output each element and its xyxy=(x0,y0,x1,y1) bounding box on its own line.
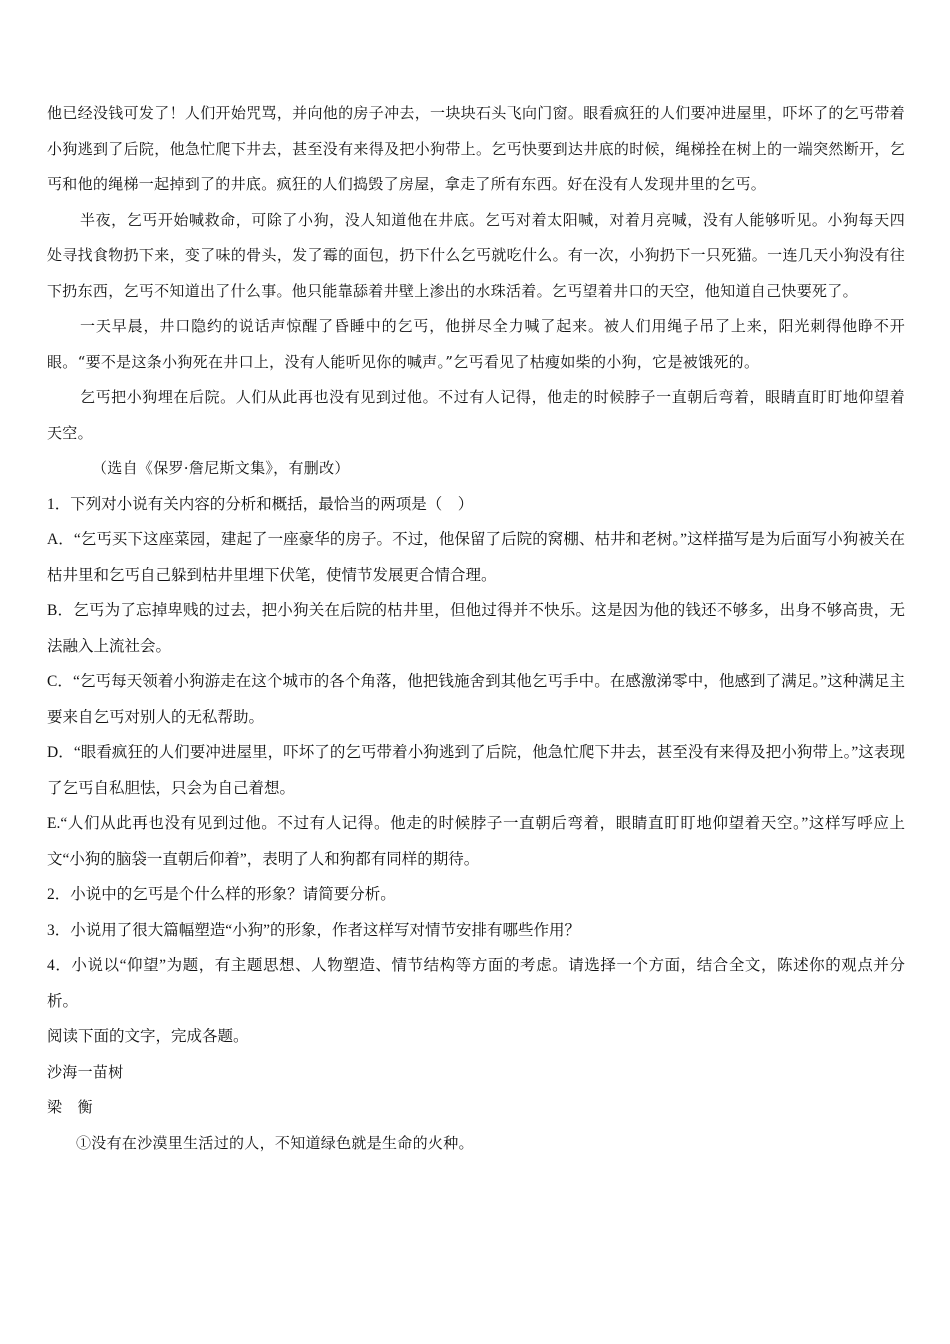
question-2: 2．小说中的乞丐是个什么样的形象？请简要分析。 xyxy=(47,886,396,903)
story-source: （选自《保罗·詹尼斯文集》，有删改） xyxy=(92,459,350,477)
question-1-option-a: A．“乞丐买下这座菜园，建起了一座豪华的房子。不过，他保留了后院的窝棚、枯井和老树。”这样描写是为后面写小狗被关在枯井里和乞丐自己躲到枯井里埋下伏笔，使情节发展更合情合理。 xyxy=(47,531,905,584)
article-title: 沙海一苗树 xyxy=(47,1062,124,1081)
story-paragraph: 一天早晨，井口隐约的说话声惊醒了昏睡中的乞丐，他拼尽全力喊了起来。被人们用绳子吊了上来，阳光刺得他睁不开眼。“要不是这条小狗死在井口上，没有人能听见你的喊声。”乞丐看见了枯瘦如柴的小狗，它是被饿死的。 xyxy=(47,317,905,371)
question-1: 1．下列对小说有关内容的分析和概括，最恰当的两项是（ ） xyxy=(47,495,474,513)
question-1-option-b: B．乞丐为了忘掉卑贱的过去，把小狗关在后院的枯井里，但他过得并不快乐。这是因为他的钱还不够多，出身不够高贵，无法融入上流社会。 xyxy=(47,602,905,655)
article-author: 梁 衡 xyxy=(47,1098,93,1116)
article-paragraph: ①没有在沙漠里生活过的人，不知道绿色就是生命的火种。 xyxy=(76,1133,474,1152)
reading-instruction: 阅读下面的文字，完成各题。 xyxy=(47,1028,249,1045)
question-1-option-e: E.“人们从此再也没有见到过他。不过有人记得。他走的时候脖子一直朝后弯着，眼睛直盯盯地仰望着天空。”这样写呼应上文“小狗的脑袋一直朝后仰着”，表明了人和狗都有同样的期待。 xyxy=(47,815,905,868)
question-1-option-d: D．“眼看疯狂的人们要冲进屋里，吓坏了的乞丐带着小狗逃到了后院，他急忙爬下井去，甚至没有来得及把小狗带上。”这表现了乞丐自私胆怯，只会为自己着想。 xyxy=(47,744,905,797)
question-4: 4．小说以“仰望”为题，有主题思想、人物塑造、情节结构等方面的考虑。请选择一个方面，结合全文，陈述你的观点并分析。 xyxy=(47,957,905,1010)
question-3: 3．小说用了很大篇幅塑造“小狗”的形象，作者这样写对情节安排有哪些作用？ xyxy=(47,921,581,939)
story-paragraph: 他已经没钱可发了！人们开始咒骂，并向他的房子冲去，一块块石头飞向门窗。眼看疯狂的人们要冲进屋里，吓坏了的乞丐带着小狗逃到了后院，他急忙爬下井去，甚至没有来得及把小狗带上。乞丐快要到达井底的时候，绳梯拴在树上的一端突然断开，乞丐和他的绳梯一起掉到了的井底。疯狂的人们捣毁了房屋，拿走了所有东西。好在没有人发现井里的乞丐。 xyxy=(47,104,905,193)
story-paragraph: 半夜，乞丐开始喊救命，可除了小狗，没人知道他在井底。乞丐对着太阳喊，对着月亮喊，没有人能够听见。小狗每天四处寻找食物扔下来，变了味的骨头，发了霉的面包，扔下什么乞丐就吃什么。有一次，小狗扔下一只死猫。一连几天小狗没有往下扔东西，乞丐不知道出了什么事。他只能靠舔着井壁上渗出的水珠活着。乞丐望着井口的天空，他知道自己快要死了。 xyxy=(47,210,905,300)
question-1-option-c: C．“乞丐每天领着小狗游走在这个城市的各个角落，他把钱施舍到其他乞丐手中。在感激涕零中，他感到了满足。”这种满足主要来自乞丐对别人的无私帮助。 xyxy=(47,673,905,726)
story-paragraph: 乞丐把小狗埋在后院。人们从此再也没有见到过他。不过有人记得，他走的时候脖子一直朝后弯着，眼睛直盯盯地仰望着天空。 xyxy=(47,388,905,442)
